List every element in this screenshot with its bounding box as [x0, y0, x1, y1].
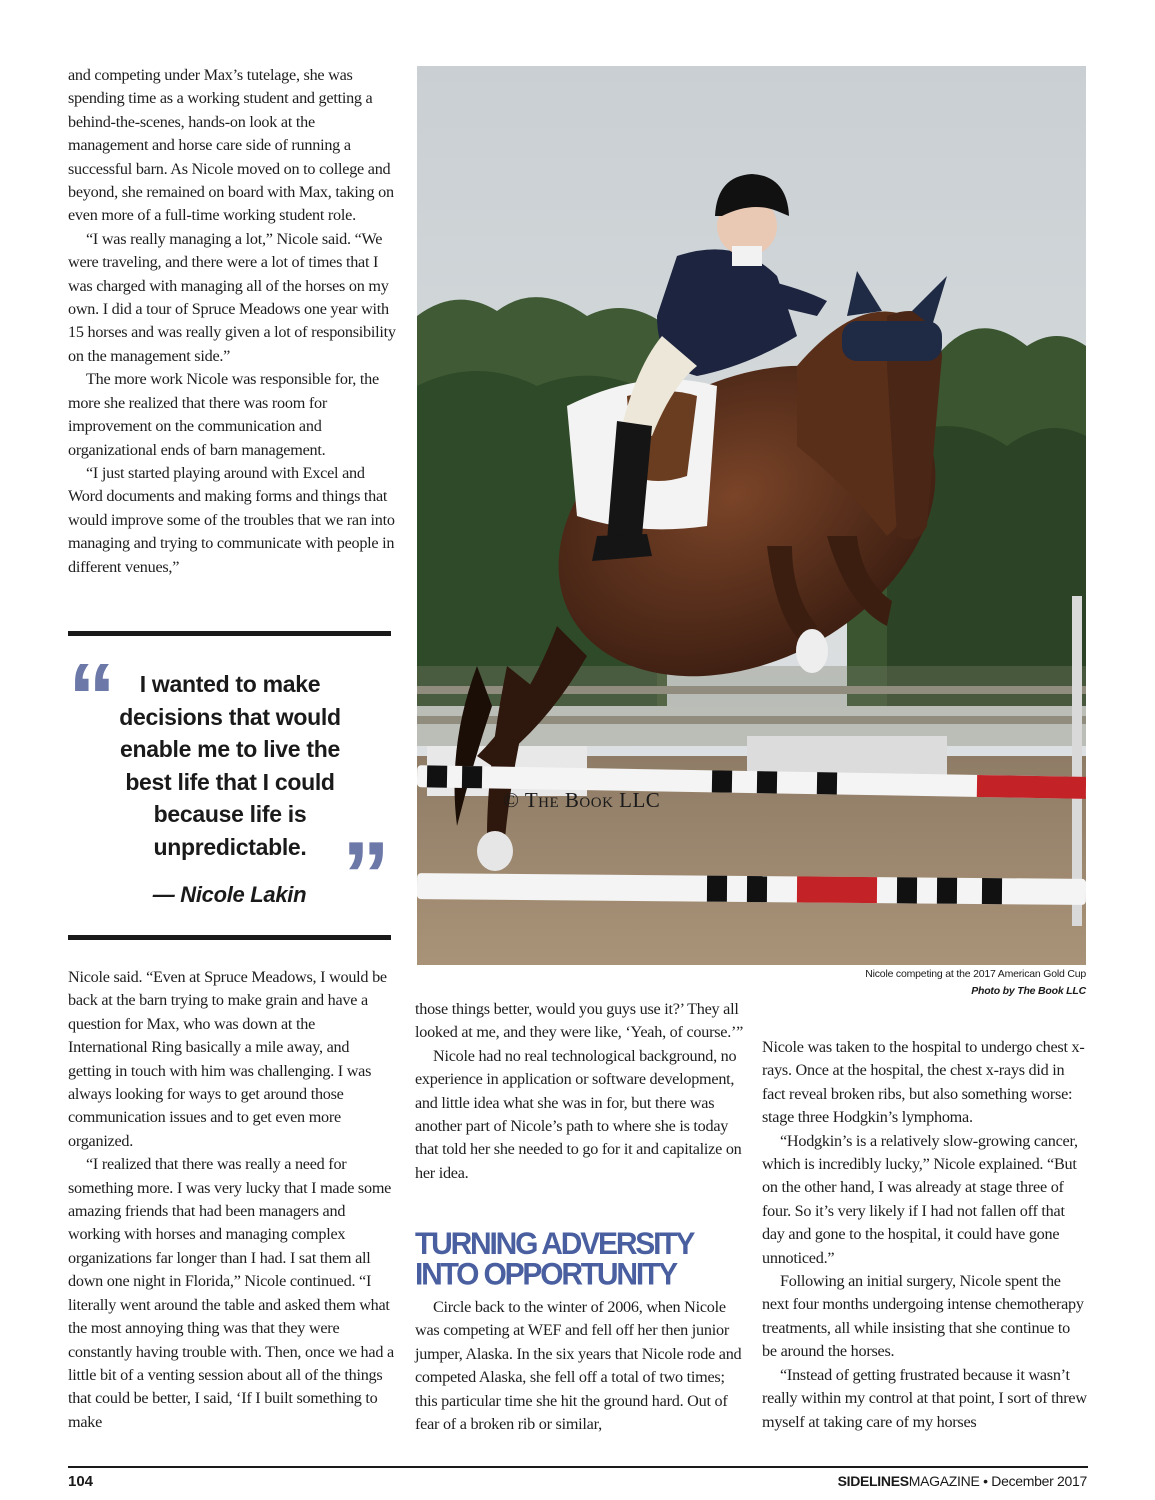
section-heading [415, 1226, 745, 1292]
photo-watermark: © The Book LLC [503, 788, 661, 812]
section-heading-line: TURNING ADVERSITY [415, 1226, 694, 1262]
body-paragraph: “Hodgkin’s is a relatively slow-growing cancer, which is incredibly lucky,” Nicole explained. “But on the other hand, I was already at stage three of four. So it’s very likely if I had not fallen off that day and gone to the hospital, it could have gone unnoticed.” [762, 1131, 1078, 1267]
body-paragraph: “Instead of getting frustrated because it wasn’t really within my control at that point, I sort of threw myself at taking care of my horses [762, 1365, 1087, 1431]
body-paragraph: Nicole was taken to the hospital to undergo chest x-rays. Once at the hospital, the chest x-rays did in fact reveal broken ribs, but also something worse: stage three Hodgkin’s lymphoma. [762, 1038, 1085, 1127]
body-paragraph: “I was really managing a lot,” Nicole said. “We were traveling, and there were a lot of times that I was charged with managing all of the horses on my own. I did a tour of Spruce Meadows one year with 15 horses and was really given a lot of responsibility on the management side.” [68, 229, 396, 365]
pull-quote [68, 644, 391, 929]
open-quote-icon: “ [68, 644, 108, 751]
middle-column-after-heading [415, 1296, 745, 1436]
pull-quote-top-rule [68, 631, 391, 636]
photo-illustration [417, 66, 1086, 965]
pull-quote-bottom-rule [68, 935, 391, 940]
right-column [762, 1036, 1088, 1434]
issue-date: December 2017 [991, 1473, 1087, 1489]
magazine-name-bold: SIDELINES [837, 1473, 909, 1489]
body-paragraph: those things better, would you guys use it?’ They all looked at me, and they were like, ‘Yeah, of course.’” [415, 1000, 744, 1042]
body-paragraph: Circle back to the winter of 2006, when Nicole was competing at WEF and fell off her then junior jumper, Alaska. In the six years that Nicole rode and competed Alaska, she fell off a total of two times; this particular time she hit the ground hard. Out of fear of a broken rib or similar, [415, 1298, 742, 1434]
page-number: 104 [68, 1473, 94, 1490]
body-paragraph: The more work Nicole was responsible for, the more she realized that there was room for improvement on the communication and organizational ends of barn management. [68, 370, 379, 459]
body-paragraph: “I realized that there was really a need for something more. I was very lucky that I made some amazing friends that had been managers and working with horses and managing complex organizations far longer than I had. I sat them all down one night in Florida,” Nicole continued. “I literally went around the table and asked them what the most annoying thing was that they were constantly having trouble with. Then, once we had a little bit of a venting session about all of the things that could be better, I said, ‘If I built something to make [68, 1155, 394, 1431]
section-heading-line: INTO OPPORTUNITY [415, 1257, 676, 1292]
footer-rule [68, 1466, 1088, 1468]
photo-caption: Nicole competing at the 2017 American Gold Cup [865, 968, 1086, 980]
footer-separator: • [979, 1473, 992, 1489]
show-jumping-photo [417, 66, 1086, 965]
body-paragraph: “I just started playing around with Excel and Word documents and making forms and things that would improve some of the troubles that we ran into managing and trying to communicate with people in different venues,” [68, 463, 395, 576]
body-paragraph: Nicole said. “Even at Spruce Meadows, I would be back at the barn trying to make grain and have a question for Max, who was down at the International Ring basically a mile away, and getting in touch with him was challenging. I was always looking for ways to get around those communication issues and to get even more organized. [68, 968, 387, 1150]
body-paragraph: Nicole had no real technological background, no experience in application or software development, and little idea what she was in for, but there was another part of Nicole’s path to where she is today that told her she needed to go for it and capitalize on her idea. [415, 1046, 742, 1182]
close-quote-icon: ” [342, 822, 382, 929]
pull-quote-text: I wanted to make decisions that would enable me to live the best life that I could because life is unpredictable. [119, 671, 341, 860]
footer-publication [838, 1473, 1087, 1489]
photo-credit: Photo by The Book LLC [971, 985, 1086, 997]
pull-quote-attribution: — Nicole Lakin [152, 882, 307, 907]
body-paragraph: Following an initial surgery, Nicole spent the next four months undergoing intense chemotherapy treatments, all while insisting that she continue to be around the horses. [762, 1272, 1084, 1361]
middle-column [415, 998, 745, 1185]
left-column-bottom [68, 966, 396, 1434]
magazine-name-light: MAGAZINE [908, 1473, 980, 1489]
left-column-top [68, 64, 396, 579]
body-paragraph: and competing under Max’s tutelage, she was spending time as a working student and getting a behind-the-scenes, hands-on look at the management and horse care side of running a successful barn. As Nicole moved on to college and beyond, she remained on board with Max, taking on even more of a full-time working student role. [68, 66, 394, 225]
